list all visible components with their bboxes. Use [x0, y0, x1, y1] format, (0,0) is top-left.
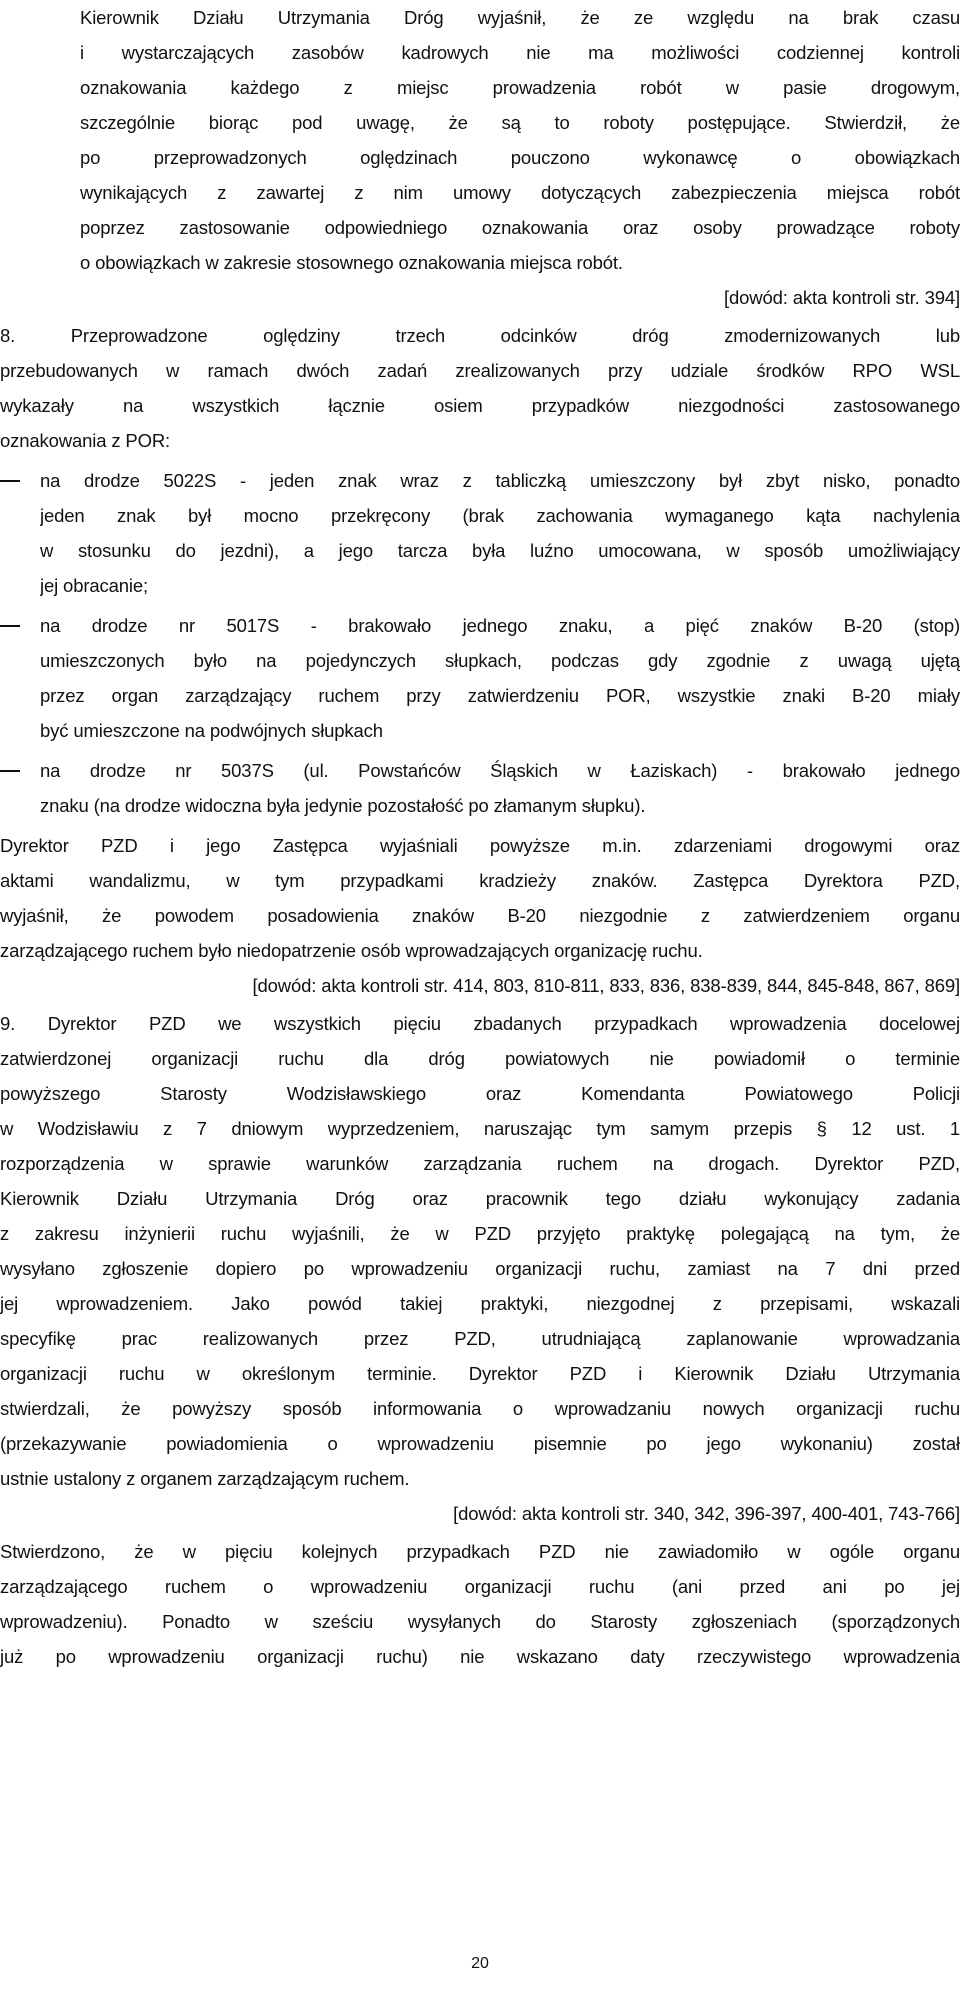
paragraph-line: oznakowania każdego z miejsc prowadzenia robót w pasie drogowym,: [80, 77, 960, 98]
paragraph-line: Kierownik Działu Utrzymania Dróg oraz pracownik tego działu wykonujący zadania: [0, 1188, 960, 1209]
paragraph-line: szczególnie biorąc pod uwagę, że są to roboty postępujące. Stwierdził, że: [80, 112, 960, 133]
paragraph-line: wykazały na wszystkich łącznie osiem przypadków niezgodności zastosowanego: [0, 395, 960, 416]
paragraph-line: przebudowanych w ramach dwóch zadań zrealizowanych przy udziale środków RPO WSL: [0, 360, 960, 381]
evidence-citation: [dowód: akta kontroli str. 340, 342, 396-397, 400-401, 743-766]: [453, 1503, 960, 1524]
paragraph-line: 9. Dyrektor PZD we wszystkich pięciu zbadanych przypadkach wprowadzenia docelowej: [0, 1013, 960, 1034]
paragraph-line: Kierownik Działu Utrzymania Dróg wyjaśnił, że ze względu na brak czasu: [80, 7, 960, 28]
bullet-line: umieszczonych było na pojedynczych słupkach, podczas gdy zgodnie z uwagą ujętą: [40, 650, 960, 671]
paragraph-line: w Wodzisławiu z 7 dniowym wyprzedzeniem, naruszając tym samym przepis § 12 ust. 1: [0, 1118, 960, 1139]
paragraph-line: poprzez zastosowanie odpowiedniego oznakowania oraz osoby prowadzące roboty: [80, 217, 960, 238]
paragraph-line: 8. Przeprowadzone oględziny trzech odcinków dróg zmodernizowanych lub: [0, 325, 960, 346]
paragraph-line: stwierdzali, że powyższy sposób informowania o wprowadzaniu nowych organizacji ruchu: [0, 1398, 960, 1419]
bullet-line: znaku (na drodze widoczna była jedynie pozostałość po złamanym słupku).: [40, 795, 646, 816]
page-number: 20: [471, 1955, 489, 1972]
paragraph-line: Stwierdzono, że w pięciu kolejnych przypadkach PZD nie zawiadomiło w ogóle organu: [0, 1541, 960, 1562]
paragraph-line: wyjaśnił, że powodem posadowienia znaków B-20 niezgodnie z zatwierdzeniem organu: [0, 905, 960, 926]
paragraph-line: Dyrektor PZD i jego Zastępca wyjaśniali powyższe m.in. zdarzeniami drogowymi oraz: [0, 835, 960, 856]
bullet-line: przez organ zarządzający ruchem przy zatwierdzeniu POR, wszystkie znaki B-20 miały: [40, 685, 960, 706]
bullet-line: być umieszczone na podwójnych słupkach: [40, 720, 383, 741]
paragraph-line: rozporządzenia w sprawie warunków zarządzania ruchem na drogach. Dyrektor PZD,: [0, 1153, 960, 1174]
paragraph-line: wprowadzeniu). Ponadto w sześciu wysyłanych do Starosty zgłoszeniach (sporządzonych: [0, 1611, 960, 1632]
bullet-line: jeden znak był mocno przekręcony (brak zachowania wymaganego kąta nachylenia: [40, 505, 960, 526]
paragraph-line: zarządzającego ruchem o wprowadzeniu organizacji ruchu (ani przed ani po jej: [0, 1576, 960, 1597]
paragraph-line: aktami wandalizmu, w tym przypadkami kradzieży znaków. Zastępca Dyrektora PZD,: [0, 870, 960, 891]
bullet-line: jej obracanie;: [40, 575, 148, 596]
paragraph-line: powyższego Starosty Wodzisławskiego oraz Komendanta Powiatowego Policji: [0, 1083, 960, 1104]
paragraph-line: oznakowania z POR:: [0, 430, 171, 451]
paragraph-line: wysyłano zgłoszenie dopiero po wprowadzeniu organizacji ruchu, zamiast na 7 dni przed: [0, 1258, 960, 1279]
paragraph-line: o obowiązkach w zakresie stosownego oznakowania miejsca robót.: [80, 252, 623, 273]
paragraph-line: po przeprowadzonych oględzinach pouczono wykonawcę o obowiązkach: [80, 147, 960, 168]
dash-bullet: [0, 770, 20, 772]
paragraph-line: jej wprowadzeniem. Jako powód takiej praktyki, niezgodnej z przepisami, wskazali: [0, 1293, 960, 1314]
dash-bullet: [0, 480, 20, 482]
paragraph-line: ustnie ustalony z organem zarządzającym ruchem.: [0, 1468, 410, 1489]
paragraph-line: zatwierdzonej organizacji ruchu dla dróg powiatowych nie powiadomił o terminie: [0, 1048, 960, 1069]
paragraph-line: organizacji ruchu w określonym terminie. Dyrektor PZD i Kierownik Działu Utrzymania: [0, 1363, 960, 1384]
bullet-line: w stosunku do jezdni), a jego tarcza była luźno umocowana, w sposób umożliwiający: [40, 540, 960, 561]
paragraph-line: już po wprowadzeniu organizacji ruchu) nie wskazano daty rzeczywistego wprowadzenia: [0, 1646, 960, 1667]
paragraph-line: specyfikę prac realizowanych przez PZD, utrudniającą zaplanowanie wprowadzania: [0, 1328, 960, 1349]
bullet-line: na drodze 5022S - jeden znak wraz z tabliczką umieszczony był zbyt nisko, ponadto: [40, 470, 960, 491]
bullet-line: na drodze nr 5037S (ul. Powstańców Śląskich w Łaziskach) - brakowało jednego: [40, 760, 960, 781]
bullet-line: na drodze nr 5017S - brakowało jednego znaku, a pięć znaków B-20 (stop): [40, 615, 960, 636]
paragraph-line: z zakresu inżynierii ruchu wyjaśnili, że w PZD przyjęto praktykę polegającą na tym, że: [0, 1223, 960, 1244]
evidence-citation: [dowód: akta kontroli str. 414, 803, 810-811, 833, 836, 838-839, 844, 845-848, 867, 869]: [252, 975, 960, 996]
evidence-citation: [dowód: akta kontroli str. 394]: [724, 287, 960, 308]
dash-bullet: [0, 625, 20, 627]
paragraph-line: i wystarczających zasobów kadrowych nie ma możliwości codziennej kontroli: [80, 42, 960, 63]
paragraph-line: wynikających z zawartej z nim umowy dotyczących zabezpieczenia miejsca robót: [80, 182, 960, 203]
paragraph-line: zarządzającego ruchem było niedopatrzenie osób wprowadzających organizację ruchu.: [0, 940, 703, 961]
paragraph-line: (przekazywanie powiadomienia o wprowadzeniu pisemnie po jego wykonaniu) został: [0, 1433, 960, 1454]
